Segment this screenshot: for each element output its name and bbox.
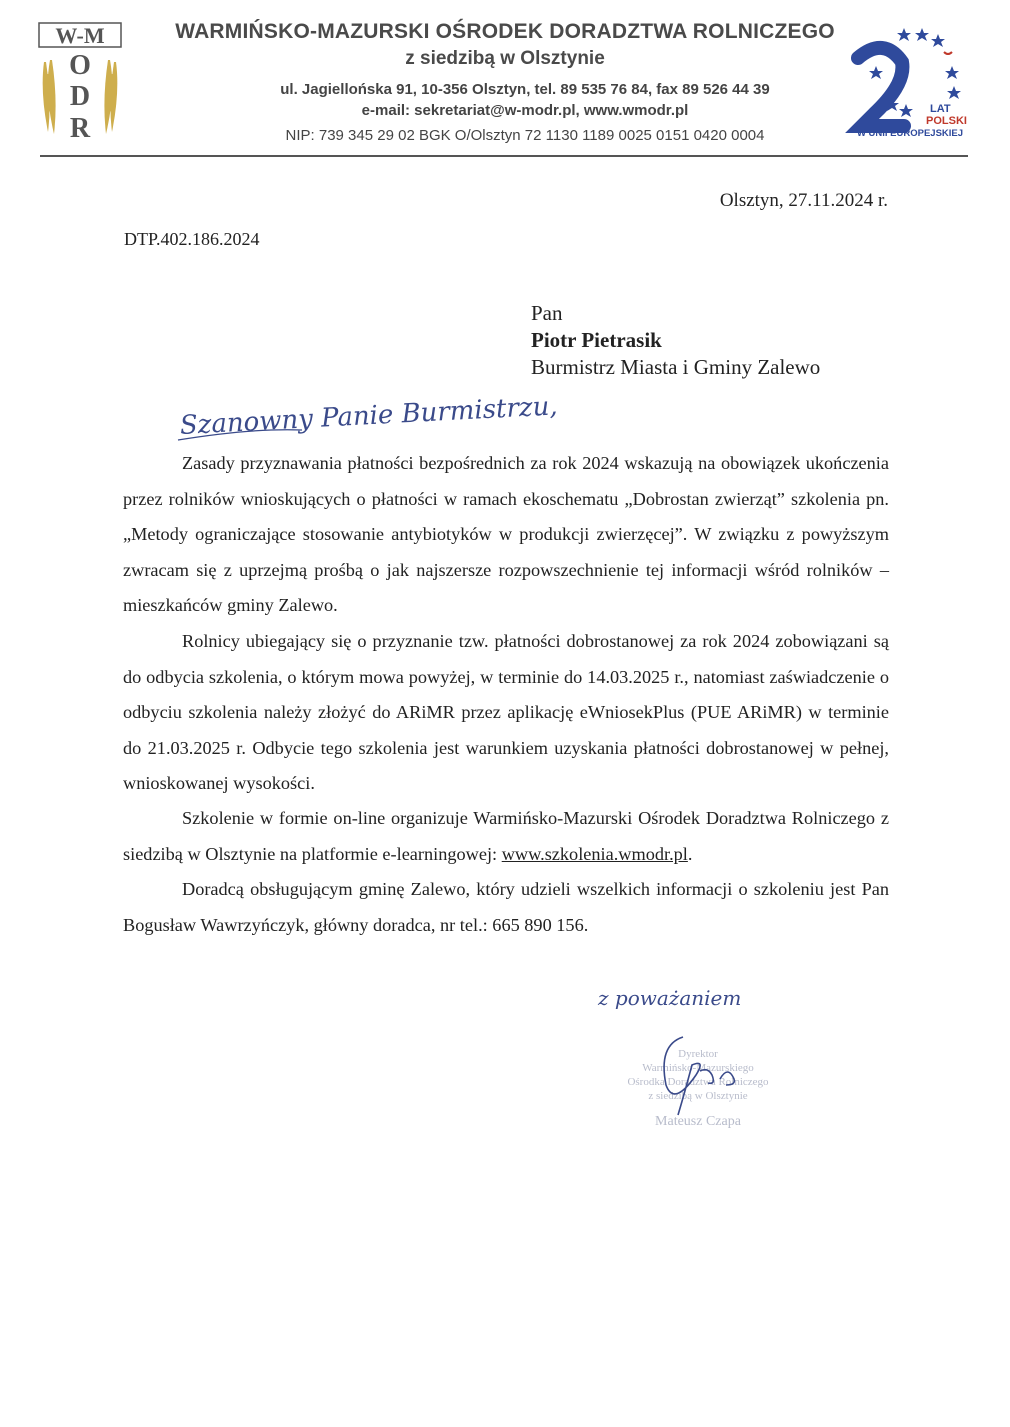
recipient-title: Pan bbox=[531, 301, 563, 325]
badge-polski: POLSKI bbox=[926, 115, 967, 127]
training-platform-link[interactable]: www.szkolenia.wmodr.pl bbox=[501, 843, 688, 864]
recipient-block bbox=[531, 300, 820, 381]
reference-number: DTP.402.186.2024 bbox=[124, 229, 260, 249]
wmodr-logo bbox=[38, 22, 122, 144]
closing-handwritten: z poważaniem bbox=[598, 986, 742, 1010]
paragraph-3-text: Szkolenie w formie on-line organizuje Warmińsko-Mazurski Ośrodek Doradztwa Rolniczego z siedzibą w Olsztynie na platformie e-learningowej: bbox=[123, 808, 889, 864]
logo-letters-wm: W-M bbox=[55, 23, 105, 48]
paragraph-4: Doradcą obsługującym gminę Zalewo, który udzieli wszelkich informacji o szkoleniu jest Pan Bogusław Wawrzyńczyk, główny doradca, nr tel.: 665 890 156. bbox=[123, 879, 889, 935]
stamp-line-2: Warmińsko-Mazurskiego bbox=[642, 1062, 754, 1074]
stamp-line-3: Ośrodka Doradztwa Rolniczego bbox=[627, 1076, 769, 1088]
paragraph-2: Rolnicy ubiegający się o przyznanie tzw. płatności dobrostanowej za rok 2024 zobowiązani są do odbycia szkolenia, o którym mowa powyżej, w terminie do 14.03.2025 r., natomiast zaświadczenie o odbyciu szkolenia należy złożyć do ARiMR przez aplikację eWniosekPlus (PUE ARiMR) w terminie do 21.03.2025 r. Odbycie tego szkolenia jest warunkiem uzyskania płatności dobrostanowej w pełnej, wnioskowanej wysokości. bbox=[123, 631, 889, 793]
organization-seat: z siedzibą w Olsztynie bbox=[405, 48, 605, 69]
email-line: e-mail: sekretariat@w-modr.pl, www.wmodr.pl bbox=[361, 102, 689, 119]
stamp-line-4: z siedzibą w Olsztynie bbox=[648, 1090, 748, 1102]
handwritten-salutation bbox=[172, 382, 592, 448]
address-line: ul. Jagiellońska 91, 10-356 Olsztyn, tel. 89 535 76 84, fax 89 526 44 39 bbox=[280, 81, 770, 98]
badge-lat: LAT bbox=[930, 103, 951, 115]
badge-caption: W UNII EUROPEJSKIEJ bbox=[856, 128, 964, 139]
recipient-position: Burmistrz Miasta i Gminy Zalewo bbox=[531, 355, 821, 379]
place-and-date: Olsztyn, 27.11.2024 r. bbox=[719, 190, 888, 211]
salutation-text: Szanowny Panie Burmistrzu, bbox=[179, 391, 559, 442]
header-divider bbox=[40, 155, 968, 157]
eu-anniversary-badge bbox=[844, 22, 974, 144]
recipient-name: Piotr Pietrasik bbox=[531, 328, 662, 352]
paragraph-3 bbox=[123, 801, 889, 872]
logo-letter-d: D bbox=[69, 81, 91, 112]
signature-stamp bbox=[588, 975, 818, 1135]
logo-letter-r: R bbox=[69, 113, 91, 144]
paragraph-3-end: . bbox=[687, 843, 693, 864]
logo-letter-o: O bbox=[69, 50, 91, 81]
stamp-name: Mateusz Czapa bbox=[655, 1114, 741, 1129]
organization-name: WARMIŃSKO-MAZURSKI OŚRODEK DORADZTWA ROLNICZEGO bbox=[175, 20, 835, 43]
paragraph-1: Zasady przyznawania płatności bezpośrednich za rok 2024 wskazują na obowiązek ukończenia przez rolników wnioskujących o płatności w ramach ekoschematu „Dobrostan zwierząt” szkolenia pn. „Metody ograniczające stosowanie antybiotyków w produkcji zwierzęcej”. W związku z powyższym zwracam się z uprzejmą prośbą o jak najszersze rozpowszechnienie tej informacji wśród rolników – mieszkańców gminy Zalewo. bbox=[123, 453, 889, 615]
stamp-line-1: Dyrektor bbox=[678, 1048, 718, 1060]
nip-bank-line: NIP: 739 345 29 02 BGK O/Olsztyn 72 1130 1189 0025 0151 0420 0004 bbox=[285, 127, 765, 144]
